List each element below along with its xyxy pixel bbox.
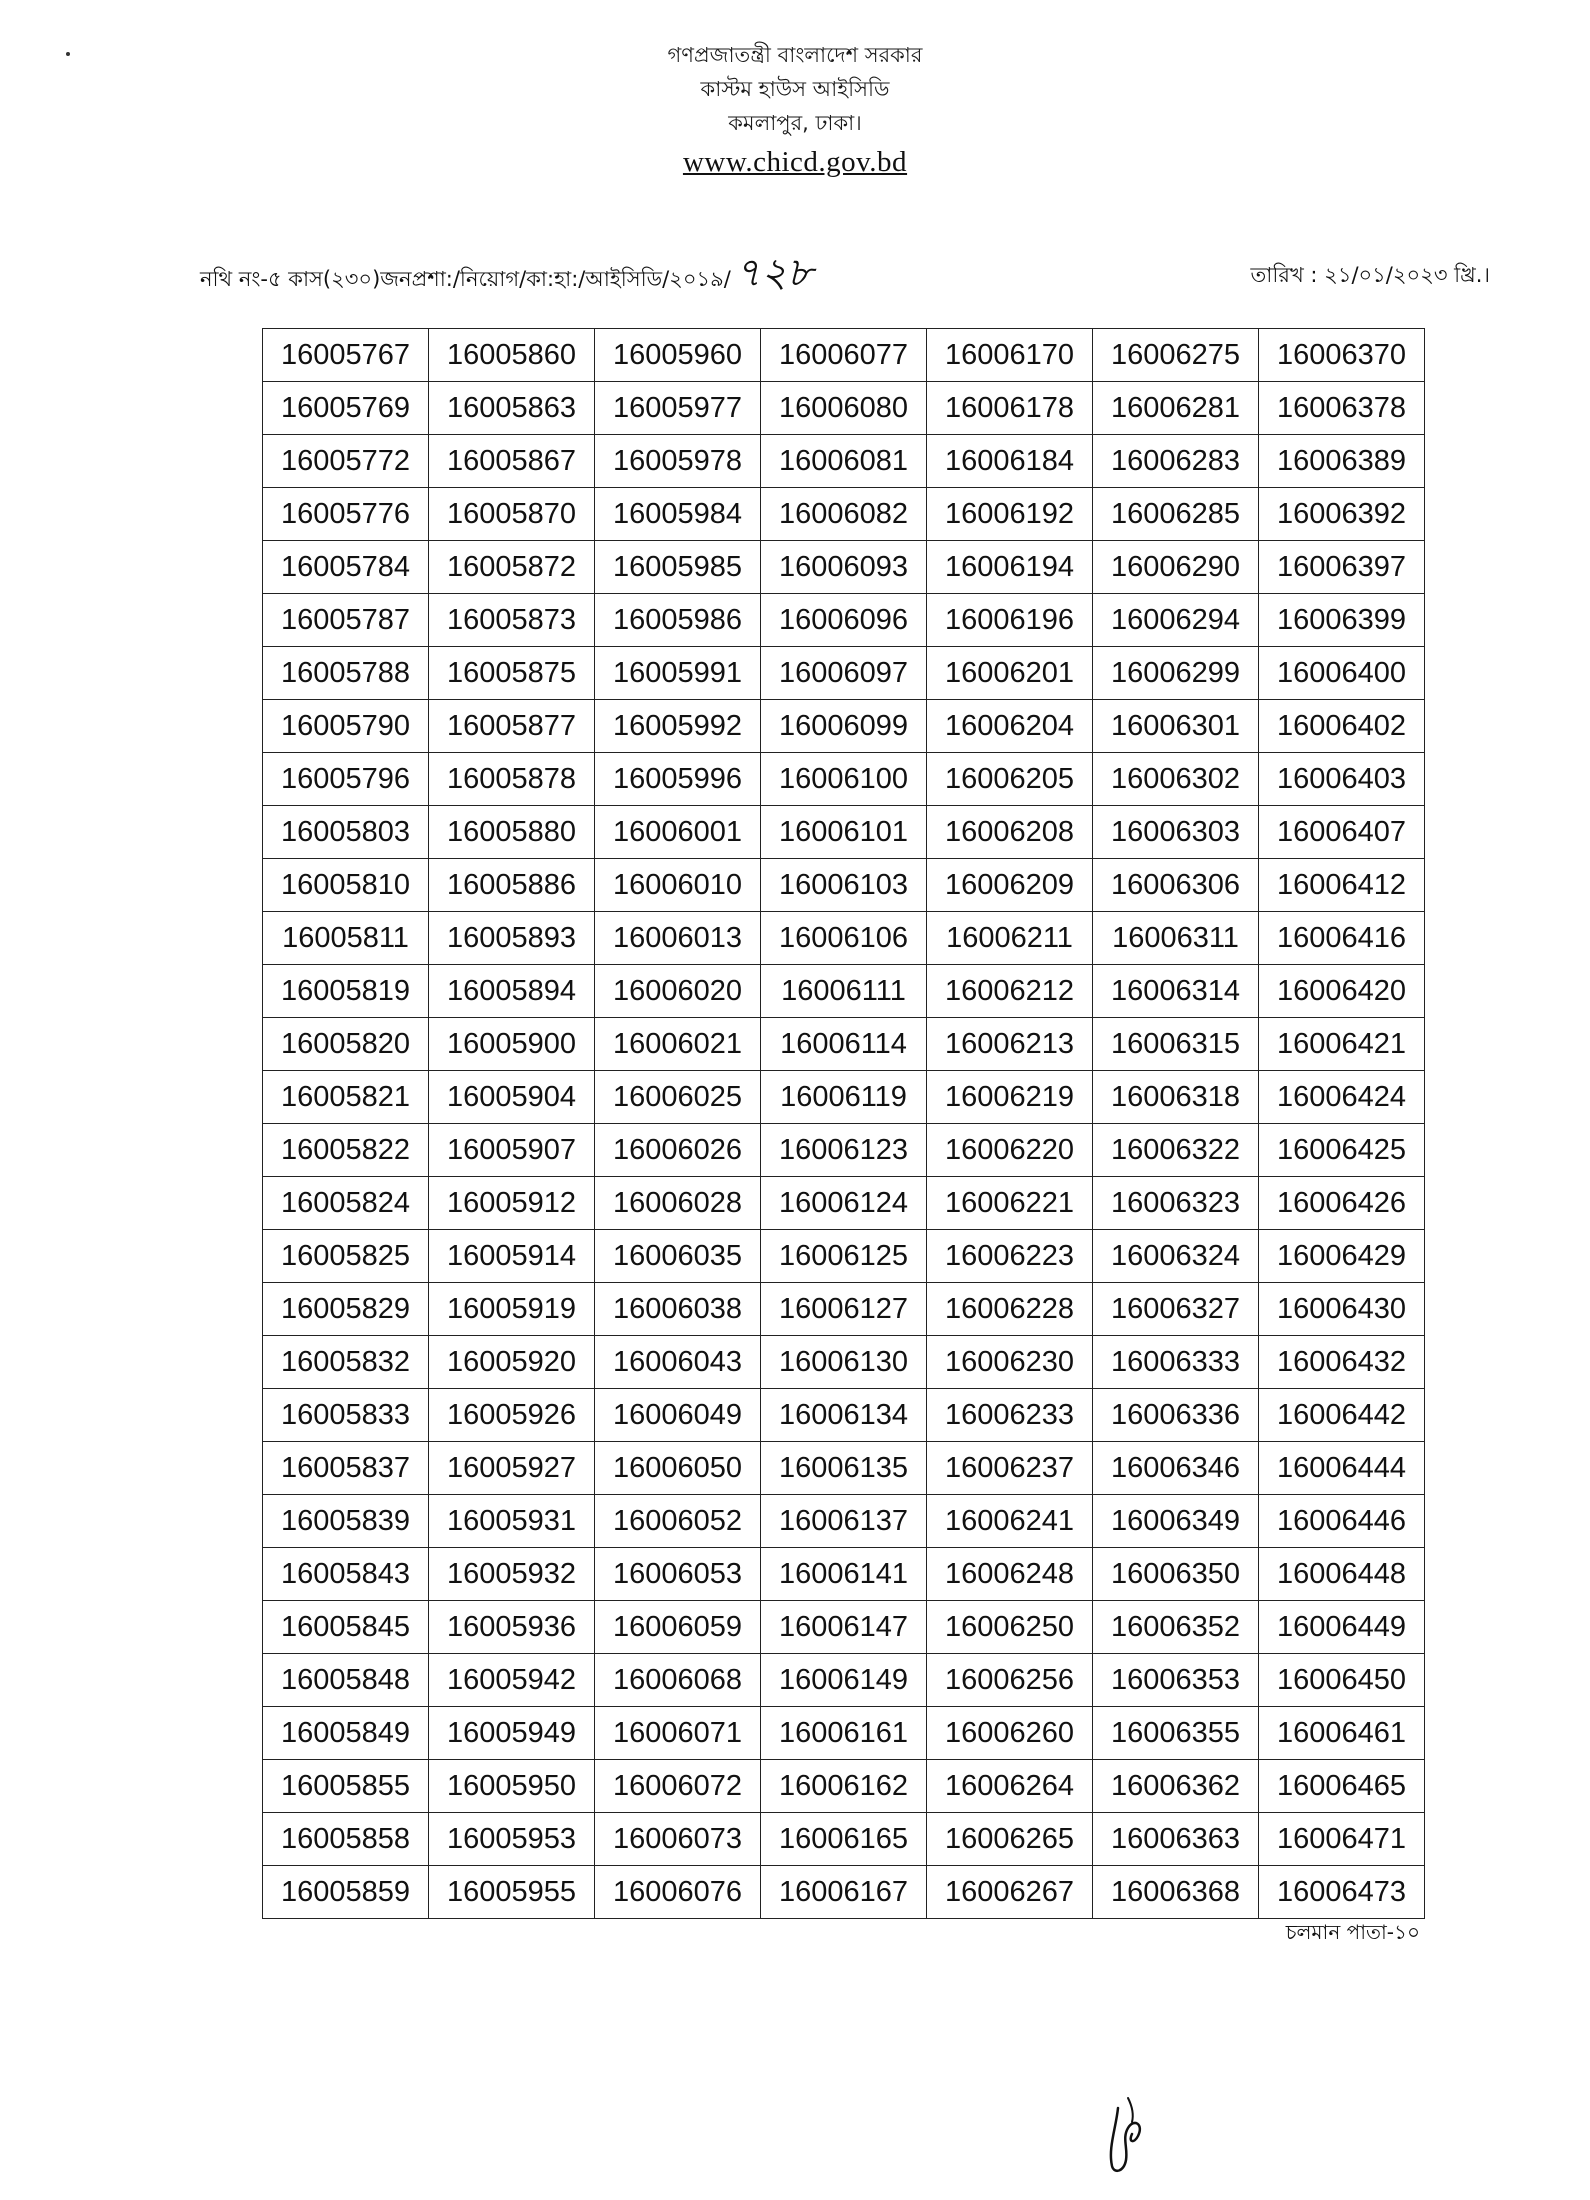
roll-number-cell: 16005825 (263, 1230, 429, 1283)
roll-number-cell: 16006378 (1259, 382, 1425, 435)
roll-number-cell: 16005796 (263, 753, 429, 806)
roll-number-cell: 16006220 (927, 1124, 1093, 1177)
table-row (263, 965, 1425, 1018)
roll-number-cell: 16006370 (1259, 329, 1425, 382)
roll-number-cell: 16006134 (761, 1389, 927, 1442)
roll-number-cell: 16006141 (761, 1548, 927, 1601)
roll-number-cell: 16006327 (1093, 1283, 1259, 1336)
roll-number-cell: 16005769 (263, 382, 429, 435)
roll-number-cell: 16006368 (1093, 1866, 1259, 1919)
roll-number-cell: 16006123 (761, 1124, 927, 1177)
roll-number-cell: 16006421 (1259, 1018, 1425, 1071)
roll-number-cell: 16006299 (1093, 647, 1259, 700)
roll-number-cell: 16006302 (1093, 753, 1259, 806)
roll-number-cell: 16005894 (429, 965, 595, 1018)
table-row (263, 1230, 1425, 1283)
roll-number-cell: 16006073 (595, 1813, 761, 1866)
roll-number-cell: 16005991 (595, 647, 761, 700)
roll-number-cell: 16006196 (927, 594, 1093, 647)
roll-number-cell: 16006223 (927, 1230, 1093, 1283)
roll-number-cell: 16005907 (429, 1124, 595, 1177)
roll-number-cell: 16006071 (595, 1707, 761, 1760)
roll-number-cell: 16006106 (761, 912, 927, 965)
roll-number-cell: 16005992 (595, 700, 761, 753)
table-row (263, 1548, 1425, 1601)
roll-number-cell: 16006336 (1093, 1389, 1259, 1442)
roll-number-cell: 16005927 (429, 1442, 595, 1495)
roll-number-cell: 16006260 (927, 1707, 1093, 1760)
roll-number-cell: 16006424 (1259, 1071, 1425, 1124)
roll-number-cell: 16006170 (927, 329, 1093, 382)
table-row (263, 859, 1425, 912)
issue-date: তারিখ : ২১/০১/২০২৩ খ্রি.। (1250, 263, 1490, 287)
roll-number-cell: 16006237 (927, 1442, 1093, 1495)
roll-number-cell: 16005985 (595, 541, 761, 594)
roll-number-cell: 16006194 (927, 541, 1093, 594)
roll-number-cell: 16006442 (1259, 1389, 1425, 1442)
roll-number-cell: 16006350 (1093, 1548, 1259, 1601)
roll-number-cell: 16005829 (263, 1283, 429, 1336)
roll-number-cell: 16006049 (595, 1389, 761, 1442)
roll-number-cell: 16005767 (263, 329, 429, 382)
roll-number-cell: 16006250 (927, 1601, 1093, 1654)
table-row (263, 541, 1425, 594)
roll-number-cell: 16005950 (429, 1760, 595, 1813)
roll-number-cell: 16005886 (429, 859, 595, 912)
roll-number-cell: 16005919 (429, 1283, 595, 1336)
roll-number-cell: 16005870 (429, 488, 595, 541)
roll-number-cell: 16006322 (1093, 1124, 1259, 1177)
roll-number-cell: 16005875 (429, 647, 595, 700)
roll-number-cell: 16006290 (1093, 541, 1259, 594)
roll-number-cell: 16006301 (1093, 700, 1259, 753)
roll-number-cell: 16005820 (263, 1018, 429, 1071)
roll-number-cell: 16005833 (263, 1389, 429, 1442)
roll-number-cell: 16005977 (595, 382, 761, 435)
roll-number-cell: 16006265 (927, 1813, 1093, 1866)
roll-number-cell: 16006013 (595, 912, 761, 965)
roll-number-cell: 16006333 (1093, 1336, 1259, 1389)
roll-number-cell: 16006208 (927, 806, 1093, 859)
roll-number-cell: 16006053 (595, 1548, 761, 1601)
roll-number-cell: 16006392 (1259, 488, 1425, 541)
table-row (263, 1124, 1425, 1177)
roll-number-cell: 16005819 (263, 965, 429, 1018)
roll-number-cell: 16005784 (263, 541, 429, 594)
roll-number-cell: 16006303 (1093, 806, 1259, 859)
roll-number-cell: 16006425 (1259, 1124, 1425, 1177)
table-row (263, 1707, 1425, 1760)
table-row (263, 1495, 1425, 1548)
roll-number-cell: 16005900 (429, 1018, 595, 1071)
roll-number-cell: 16006399 (1259, 594, 1425, 647)
signature-icon (1098, 2088, 1158, 2178)
roll-number-cell: 16006059 (595, 1601, 761, 1654)
roll-number-cell: 16006221 (927, 1177, 1093, 1230)
roll-number-cell: 16006465 (1259, 1760, 1425, 1813)
roll-number-cell: 16006076 (595, 1866, 761, 1919)
roll-number-cell: 16005953 (429, 1813, 595, 1866)
table-row (263, 1283, 1425, 1336)
roll-number-cell: 16006444 (1259, 1442, 1425, 1495)
roll-number-cell: 16006233 (927, 1389, 1093, 1442)
roll-number-cell: 16006052 (595, 1495, 761, 1548)
roll-number-cell: 16006228 (927, 1283, 1093, 1336)
table-row (263, 1336, 1425, 1389)
roll-number-cell: 16005912 (429, 1177, 595, 1230)
roll-number-cell: 16006093 (761, 541, 927, 594)
roll-number-cell: 16006082 (761, 488, 927, 541)
roll-number-cell: 16006025 (595, 1071, 761, 1124)
roll-number-cell: 16006212 (927, 965, 1093, 1018)
table-row (263, 1071, 1425, 1124)
memo-handwritten-number: ৭২৮ (734, 250, 813, 296)
roll-number-cell: 16006125 (761, 1230, 927, 1283)
roll-number-cell: 16005803 (263, 806, 429, 859)
roll-number-cell: 16006429 (1259, 1230, 1425, 1283)
roll-number-cell: 16005996 (595, 753, 761, 806)
roll-number-cell: 16006103 (761, 859, 927, 912)
roll-number-cell: 16005788 (263, 647, 429, 700)
table-row (263, 1866, 1425, 1919)
table-row (263, 435, 1425, 488)
roll-number-cell: 16005960 (595, 329, 761, 382)
roll-number-cell: 16006219 (927, 1071, 1093, 1124)
roll-number-cell: 16006209 (927, 859, 1093, 912)
roll-number-cell: 16006449 (1259, 1601, 1425, 1654)
roll-number-cell: 16006097 (761, 647, 927, 700)
roll-number-cell: 16006353 (1093, 1654, 1259, 1707)
roll-number-cell: 16005878 (429, 753, 595, 806)
roll-number-cell: 16006043 (595, 1336, 761, 1389)
roll-number-cell: 16006352 (1093, 1601, 1259, 1654)
memo-line (200, 250, 1490, 298)
roll-number-cell: 16006416 (1259, 912, 1425, 965)
roll-number-cell: 16006446 (1259, 1495, 1425, 1548)
roll-number-cell: 16006028 (595, 1177, 761, 1230)
roll-number-cell: 16006283 (1093, 435, 1259, 488)
roll-number-cell: 16005949 (429, 1707, 595, 1760)
roll-number-cell: 16005926 (429, 1389, 595, 1442)
roll-number-cell: 16006471 (1259, 1813, 1425, 1866)
roll-number-cell: 16005855 (263, 1760, 429, 1813)
table-row (263, 647, 1425, 700)
roll-number-cell: 16006165 (761, 1813, 927, 1866)
roll-number-cell: 16006192 (927, 488, 1093, 541)
roll-number-cell: 16006362 (1093, 1760, 1259, 1813)
office-name: কাস্টম হাউস আইসিডি (700, 77, 890, 101)
roll-number-cell: 16006211 (927, 912, 1093, 965)
roll-number-cell: 16006101 (761, 806, 927, 859)
roll-number-cell: 16005986 (595, 594, 761, 647)
roll-number-cell: 16006281 (1093, 382, 1259, 435)
roll-number-cell: 16006403 (1259, 753, 1425, 806)
roll-number-cell: 16006184 (927, 435, 1093, 488)
roll-number-cell: 16006346 (1093, 1442, 1259, 1495)
roll-number-cell: 16006400 (1259, 647, 1425, 700)
roll-number-cell: 16006127 (761, 1283, 927, 1336)
roll-number-cell: 16005849 (263, 1707, 429, 1760)
roll-number-cell: 16006267 (927, 1866, 1093, 1919)
roll-number-cell: 16006001 (595, 806, 761, 859)
table-row (263, 753, 1425, 806)
roll-number-cell: 16006201 (927, 647, 1093, 700)
roll-number-cell: 16005877 (429, 700, 595, 753)
roll-number-cell: 16006178 (927, 382, 1093, 435)
roll-number-cell: 16006114 (761, 1018, 927, 1071)
roll-number-cell: 16006161 (761, 1707, 927, 1760)
roll-number-cell: 16006448 (1259, 1548, 1425, 1601)
roll-number-cell: 16006241 (927, 1495, 1093, 1548)
roll-number-cell: 16006072 (595, 1760, 761, 1813)
website-link[interactable]: www.chicd.gov.bd (682, 146, 908, 178)
roll-number-cell: 16006135 (761, 1442, 927, 1495)
roll-number-cell: 16006473 (1259, 1866, 1425, 1919)
table-row (263, 1654, 1425, 1707)
table-row (263, 329, 1425, 382)
roll-number-cell: 16006213 (927, 1018, 1093, 1071)
roll-number-cell: 16006461 (1259, 1707, 1425, 1760)
roll-number-cell: 16006080 (761, 382, 927, 435)
roll-number-cell: 16006147 (761, 1601, 927, 1654)
roll-number-cell: 16006402 (1259, 700, 1425, 753)
office-location: কমলাপুর, ঢাকা। (728, 111, 862, 135)
roll-number-cell: 16006432 (1259, 1336, 1425, 1389)
roll-number-cell: 16005867 (429, 435, 595, 488)
roll-number-cell: 16006050 (595, 1442, 761, 1495)
roll-number-cell: 16006256 (927, 1654, 1093, 1707)
table-row (263, 1601, 1425, 1654)
roll-number-cell: 16005984 (595, 488, 761, 541)
roll-number-cell: 16006430 (1259, 1283, 1425, 1336)
table-row (263, 1389, 1425, 1442)
roll-number-cell: 16006420 (1259, 965, 1425, 1018)
roll-number-cell: 16005772 (263, 435, 429, 488)
roll-number-cell: 16005824 (263, 1177, 429, 1230)
roll-number-cell: 16006314 (1093, 965, 1259, 1018)
roll-number-cell: 16006248 (927, 1548, 1093, 1601)
table-row (263, 594, 1425, 647)
roll-number-cell: 16006162 (761, 1760, 927, 1813)
roll-number-grid (262, 328, 1425, 1919)
roll-number-cell: 16006407 (1259, 806, 1425, 859)
memo-reference (200, 250, 813, 298)
roll-number-cell: 16006450 (1259, 1654, 1425, 1707)
table-row (263, 488, 1425, 541)
roll-number-cell: 16006349 (1093, 1495, 1259, 1548)
roll-number-cell: 16005932 (429, 1548, 595, 1601)
table-row (263, 1018, 1425, 1071)
roll-number-cell: 16006035 (595, 1230, 761, 1283)
roll-number-cell: 16005920 (429, 1336, 595, 1389)
roll-number-cell: 16005859 (263, 1866, 429, 1919)
roll-number-cell: 16005843 (263, 1548, 429, 1601)
roll-number-cell: 16005978 (595, 435, 761, 488)
roll-number-cell: 16005914 (429, 1230, 595, 1283)
table-row (263, 1813, 1425, 1866)
roll-number-cell: 16006119 (761, 1071, 927, 1124)
roll-number-cell: 16006294 (1093, 594, 1259, 647)
table-row (263, 1442, 1425, 1495)
roll-number-cell: 16006275 (1093, 329, 1259, 382)
roll-number-cell: 16006397 (1259, 541, 1425, 594)
continuation-note: চলমান পাতা-১০ (1285, 1920, 1420, 1944)
roll-number-cell: 16005931 (429, 1495, 595, 1548)
roll-number-cell: 16006100 (761, 753, 927, 806)
roll-number-cell: 16006315 (1093, 1018, 1259, 1071)
roll-number-cell: 16005776 (263, 488, 429, 541)
roll-number-cell: 16006389 (1259, 435, 1425, 488)
roll-number-cell: 16005822 (263, 1124, 429, 1177)
table-row (263, 1760, 1425, 1813)
table-row (263, 806, 1425, 859)
roll-number-cell: 16005839 (263, 1495, 429, 1548)
roll-number-cell: 16006111 (761, 965, 927, 1018)
roll-number-cell: 16006285 (1093, 488, 1259, 541)
table-row (263, 912, 1425, 965)
roll-number-cell: 16006311 (1093, 912, 1259, 965)
roll-number-cell: 16005821 (263, 1071, 429, 1124)
table-row (263, 382, 1425, 435)
roll-number-cell: 16006204 (927, 700, 1093, 753)
roll-number-cell: 16006010 (595, 859, 761, 912)
roll-number-cell: 16006149 (761, 1654, 927, 1707)
roll-number-cell: 16006355 (1093, 1707, 1259, 1760)
roll-number-cell: 16005863 (429, 382, 595, 435)
roll-number-cell: 16005893 (429, 912, 595, 965)
roll-number-cell: 16006021 (595, 1018, 761, 1071)
roll-number-cell: 16005845 (263, 1601, 429, 1654)
roll-number-cell: 16005858 (263, 1813, 429, 1866)
roll-number-cell: 16006264 (927, 1760, 1093, 1813)
roll-number-cell: 16006077 (761, 329, 927, 382)
roll-number-cell: 16005848 (263, 1654, 429, 1707)
roll-number-cell: 16005860 (429, 329, 595, 382)
roll-number-cell: 16006137 (761, 1495, 927, 1548)
roll-number-cell: 16006099 (761, 700, 927, 753)
roll-number-cell: 16006167 (761, 1866, 927, 1919)
roll-number-cell: 16006096 (761, 594, 927, 647)
roll-number-cell: 16005955 (429, 1866, 595, 1919)
roll-number-cell: 16005790 (263, 700, 429, 753)
memo-reference-text: নথি নং-৫ কাস(২৩০)জনপ্রশা:/নিয়োগ/কা:হা:/আইসিডি/২০১৯/ (200, 267, 731, 291)
roll-number-cell: 16005837 (263, 1442, 429, 1495)
roll-number-cell: 16006230 (927, 1336, 1093, 1389)
roll-number-cell: 16006318 (1093, 1071, 1259, 1124)
roll-number-cell: 16006324 (1093, 1230, 1259, 1283)
table-body (263, 329, 1425, 1919)
roll-number-cell: 16006068 (595, 1654, 761, 1707)
roll-number-cell: 16006081 (761, 435, 927, 488)
roll-number-cell: 16006205 (927, 753, 1093, 806)
letterhead (0, 38, 1590, 184)
roll-number-cell: 16005880 (429, 806, 595, 859)
roll-number-cell: 16006020 (595, 965, 761, 1018)
roll-number-cell: 16005811 (263, 912, 429, 965)
roll-number-cell: 16006124 (761, 1177, 927, 1230)
roll-number-cell: 16005936 (429, 1601, 595, 1654)
roll-number-cell: 16005873 (429, 594, 595, 647)
roll-number-cell: 16006038 (595, 1283, 761, 1336)
roll-number-table (262, 328, 1425, 1919)
roll-number-cell: 16005832 (263, 1336, 429, 1389)
roll-number-cell: 16005904 (429, 1071, 595, 1124)
government-name: গণপ্রজাতন্ত্রী বাংলাদেশ সরকার (667, 43, 923, 67)
roll-number-cell: 16005787 (263, 594, 429, 647)
roll-number-cell: 16006412 (1259, 859, 1425, 912)
roll-number-cell: 16005942 (429, 1654, 595, 1707)
roll-number-cell: 16006363 (1093, 1813, 1259, 1866)
table-row (263, 700, 1425, 753)
roll-number-cell: 16006026 (595, 1124, 761, 1177)
table-row (263, 1177, 1425, 1230)
roll-number-cell: 16006306 (1093, 859, 1259, 912)
roll-number-cell: 16006426 (1259, 1177, 1425, 1230)
roll-number-cell: 16005810 (263, 859, 429, 912)
roll-number-cell: 16005872 (429, 541, 595, 594)
roll-number-cell: 16006323 (1093, 1177, 1259, 1230)
roll-number-cell: 16006130 (761, 1336, 927, 1389)
